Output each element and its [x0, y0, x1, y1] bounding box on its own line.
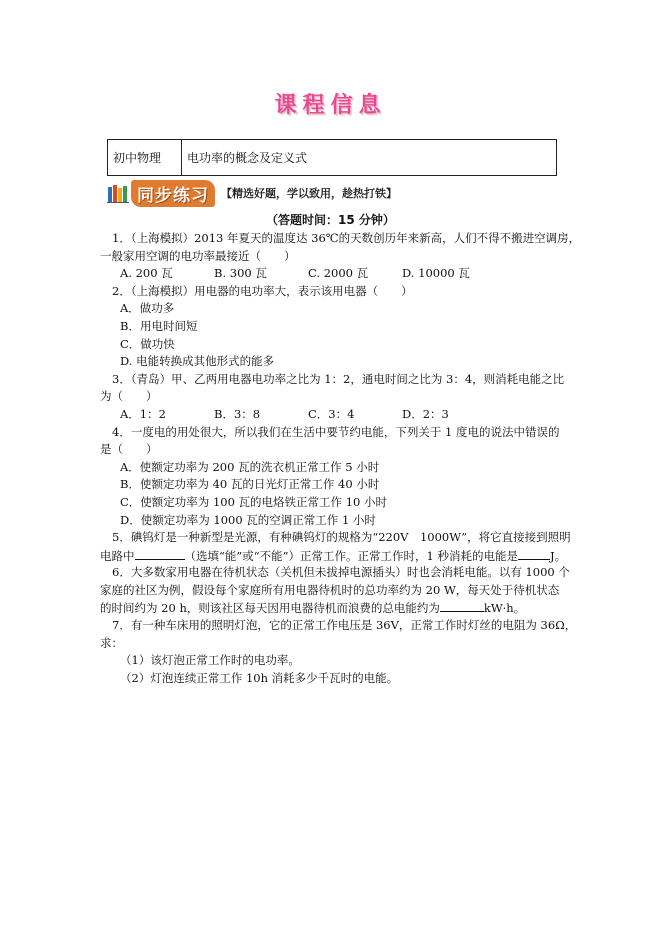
q4-line2: 是（ ）: [100, 442, 158, 457]
q6-line3-part2: kW·h。: [483, 601, 526, 616]
q7-line1: 7．有一种车床用的照明灯泡，它的正常工作电压是 36V，正常工作时灯丝的电阻为 36Ω，: [112, 618, 577, 633]
q7-sub2: （2）灯泡连续正常工作 10h 消耗多少千瓦时的电能。: [120, 670, 399, 685]
q3-option-c: C．3：4: [308, 406, 355, 421]
q2-option-c: C．做功快: [120, 336, 175, 351]
q4-option-d: D．使额定功率为 1000 瓦的空调正常工作 1 小时: [120, 512, 376, 527]
subject-cell: 初中物理: [108, 140, 182, 175]
section-subtitle: 【精选好题，学以致用，趁热打铁】: [221, 187, 397, 200]
q2-line1: 2．（上海模拟）用电器的电功率大，表示该用电器（ ）: [112, 283, 413, 298]
q4-line1: 4．一度电的用处很大，所以我们在生活中要节约电能，下列关于 1 度电的说法中错误的: [112, 424, 560, 439]
q1-line2: 一般家用空调的电功率最接近（ ）: [100, 248, 296, 263]
course-info-table: [107, 139, 557, 176]
q3-options: [100, 406, 570, 424]
q6-blank: [440, 599, 484, 612]
q1-option-c: C. 2000 瓦: [308, 266, 369, 281]
q3-option-a: A．1：2: [120, 406, 166, 421]
q4-option-c: C．使额定功率为 100 瓦的电烙铁正常工作 10 小时: [120, 494, 388, 509]
q5-blank-1: [135, 547, 185, 560]
question-list: [100, 230, 581, 687]
q3-line1: 3．（青岛）甲、乙两用电器电功率之比为 1：2，通电时间之比为 3：4，则消耗电能之比: [112, 371, 565, 386]
q5-line2-part2: （选填“能”或“不能”）正常工作。正常工作时，1 秒消耗的电能是: [184, 548, 518, 563]
q2-option-a: A．做功多: [120, 301, 175, 316]
q1-option-d: D. 10000 瓦: [402, 266, 470, 281]
books-icon: [107, 183, 129, 203]
q3-line2: 为（ ）: [100, 389, 158, 404]
q6-line3-part1: 的时间约为 20 h，则该社区每天因用电器待机而浪费的总电能约为: [100, 601, 440, 616]
answer-time-note: （答题时间：15 分钟）: [266, 213, 395, 227]
topic-cell: 电功率的概念及定义式: [187, 151, 308, 165]
q4-option-a: A．使额定功率为 200 瓦的洗衣机正常工作 5 小时: [120, 459, 380, 474]
q5-line2-part1: 电路中: [100, 548, 135, 563]
q3-option-d: D．2：3: [402, 406, 449, 421]
q1-options: [100, 265, 570, 283]
q6-line3: [100, 599, 570, 617]
q4-option-b: B．使额定功率为 40 瓦的日光灯正常工作 40 小时: [120, 477, 380, 492]
q6-line2: 家庭的社区为例，假设每个家庭所有用电器待机时的总功率约为 20 W，每天处于待机状态: [100, 582, 560, 597]
q3-option-b: B．3：8: [214, 406, 261, 421]
q2-option-d: D. 电能转换成其他形式的能多: [120, 354, 275, 369]
q6-line1: 6．大多数家用电器在待机状态（关机但未拔掉电源插头）时也会消耗电能。以有 1000 个: [112, 565, 570, 580]
q5-line2-part3: J。: [550, 548, 567, 563]
page-title: 课程信息: [274, 93, 387, 118]
q1-option-a: A. 200 瓦: [120, 266, 173, 281]
q2-option-b: B．用电时间短: [120, 318, 198, 333]
q5-line2: [100, 547, 570, 565]
section-header: [107, 181, 397, 205]
q5-line1: 5．碘钨灯是一种新型是光源，有种碘钨灯的规格为“220V 1000W”，将它直接接到照明: [112, 530, 571, 545]
q1-option-b: B. 300 瓦: [214, 266, 267, 281]
q7-sub1: （1）该灯泡正常工作时的电功率。: [120, 653, 300, 668]
q7-line2: 求：: [100, 635, 123, 650]
q5-blank-2: [518, 547, 550, 560]
section-title: 同步练习: [131, 180, 215, 207]
q1-line1: 1．（上海模拟）2013 年夏天的温度达 36℃的天数创历年来新高，人们不得不搬进空调房，: [112, 231, 581, 245]
